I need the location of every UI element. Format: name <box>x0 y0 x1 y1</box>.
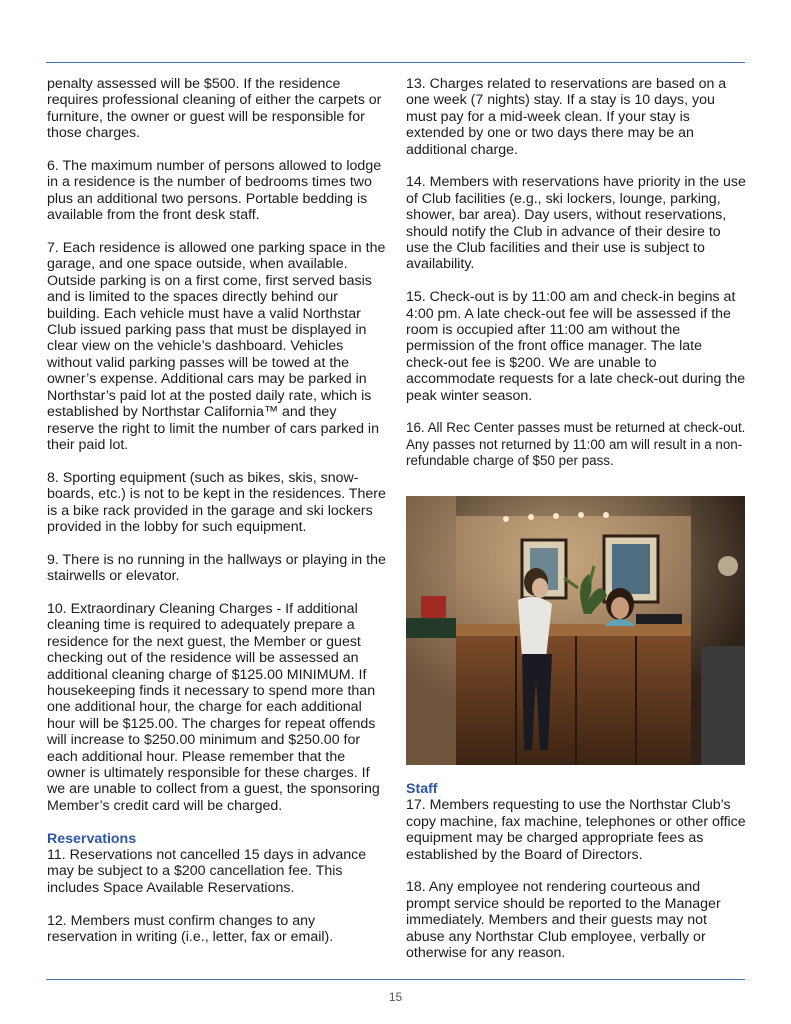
paragraph-7: 7. Each residence is allowed one parking space in the garage, and one space outside, when available. Outside parking is on a first come, first served basis and is limited to the spaces directly behind our building. Each vehicle must have a valid Northstar Club issued parking pass that must be displayed in clear view on the vehicle’s dashboard. Vehicles without valid parking passes will be towed at the owner’s expense. Additional cars may be parked in Northstar’s paid lot at the posted daily rate, which is established by Northstar California™ and they reserve the right to limit the number of cars parked in their paid lot. <box>47 240 386 453</box>
paragraph-penalty: penalty assessed will be $500. If the residence requires professional cleaning of either the carpets or furniture, the owner or guest will be responsible for those charges. <box>47 76 382 142</box>
paragraph-13: 13. Charges related to reservations are based on a one week (7 nights) stay. If a stay is 10 days, you must pay for a mid-week clean. If your stay is extended by one or two days there may be an additional charge. <box>406 76 727 158</box>
reservations-heading: Reservations <box>47 830 137 847</box>
paragraph-6: 6. The maximum number of persons allowed to lodge in a residence is the number of bedrooms times two plus an additional two persons. Portable bedding is available from the front desk staff. <box>47 158 382 224</box>
paragraph-17: 17. Members requesting to use the Northstar Club’s copy machine, fax machine, telephones or other office equipment may be charged appropriate fees as established by the Board of Directors. <box>406 797 746 863</box>
paragraph-16: 16. All Rec Center passes must be returned at check-out. Any passes not returned by 11:00 am will result in a non-refundable charge of $50 per pass. <box>406 420 746 469</box>
front-desk-photo <box>406 496 745 765</box>
paragraph-14: 14. Members with reservations have priority in the use of Club facilities (e.g., ski lockers, lounge, parking, shower, bar area). Day users, without reservations, should notify the Club in advance of their desire to use the Club facilities and their use is subject to availability. <box>406 174 746 273</box>
paragraph-10: 10. Extraordinary Cleaning Charges - If additional cleaning time is required to adequately prepare a residence for the next guest, the Member or guest checking out of the residence will be assessed an additional cleaning charge of $125.00 MINIMUM. If housekeeping finds it necessary to spend more than one additional hour, the charge for each additional hour will be $125.00. The charges for repeat offends will increase to $250.00 minimum and $250.00 for each additional hour. Please remember that the owner is ultimately responsible for these charges. If we are unable to collect from a guest, the sponsoring Member’s credit card will be charged. <box>47 600 380 814</box>
right-column <box>406 76 746 486</box>
paragraph-18: 18. Any employee not rendering courteous and prompt service should be reported to the Manager immediately. Members and their guests may not abuse any Northstar Club employee, verbally or otherwise for any reason. <box>406 879 721 962</box>
page-number: 15 <box>388 990 403 1004</box>
paragraph-15: 15. Check-out is by 11:00 am and check-in begins at 4:00 pm. A late check-out fee will be assessed if the room is occupied after 11:00 am without the permission of the front office manager. The late check-out fee is $200. We are unable to accommodate requests for a late check-out during the peak winter season. <box>406 289 746 404</box>
top-rule <box>46 62 745 63</box>
paragraph-12: 12. Members must confirm changes to any reservation in writing (i.e., letter, fax or email). <box>47 912 334 946</box>
left-column <box>47 76 387 962</box>
staff-heading: Staff <box>406 781 438 797</box>
bottom-rule <box>46 979 745 980</box>
paragraph-11: 11. Reservations not cancelled 15 days in advance may be subject to a $200 cancellation fee. This includes Space Available Reservations. <box>47 847 367 896</box>
paragraph-9: 9. There is no running in the hallways or playing in the stairwells or elevator. <box>47 551 386 585</box>
staff-section <box>406 781 746 978</box>
paragraph-8: 8. Sporting equipment (such as bikes, skis, snow-boards, etc.) is not to be kept in the residences. There is a bike rack provided in the garage and ski lockers provided in the lobby for such equipment. <box>47 469 386 535</box>
